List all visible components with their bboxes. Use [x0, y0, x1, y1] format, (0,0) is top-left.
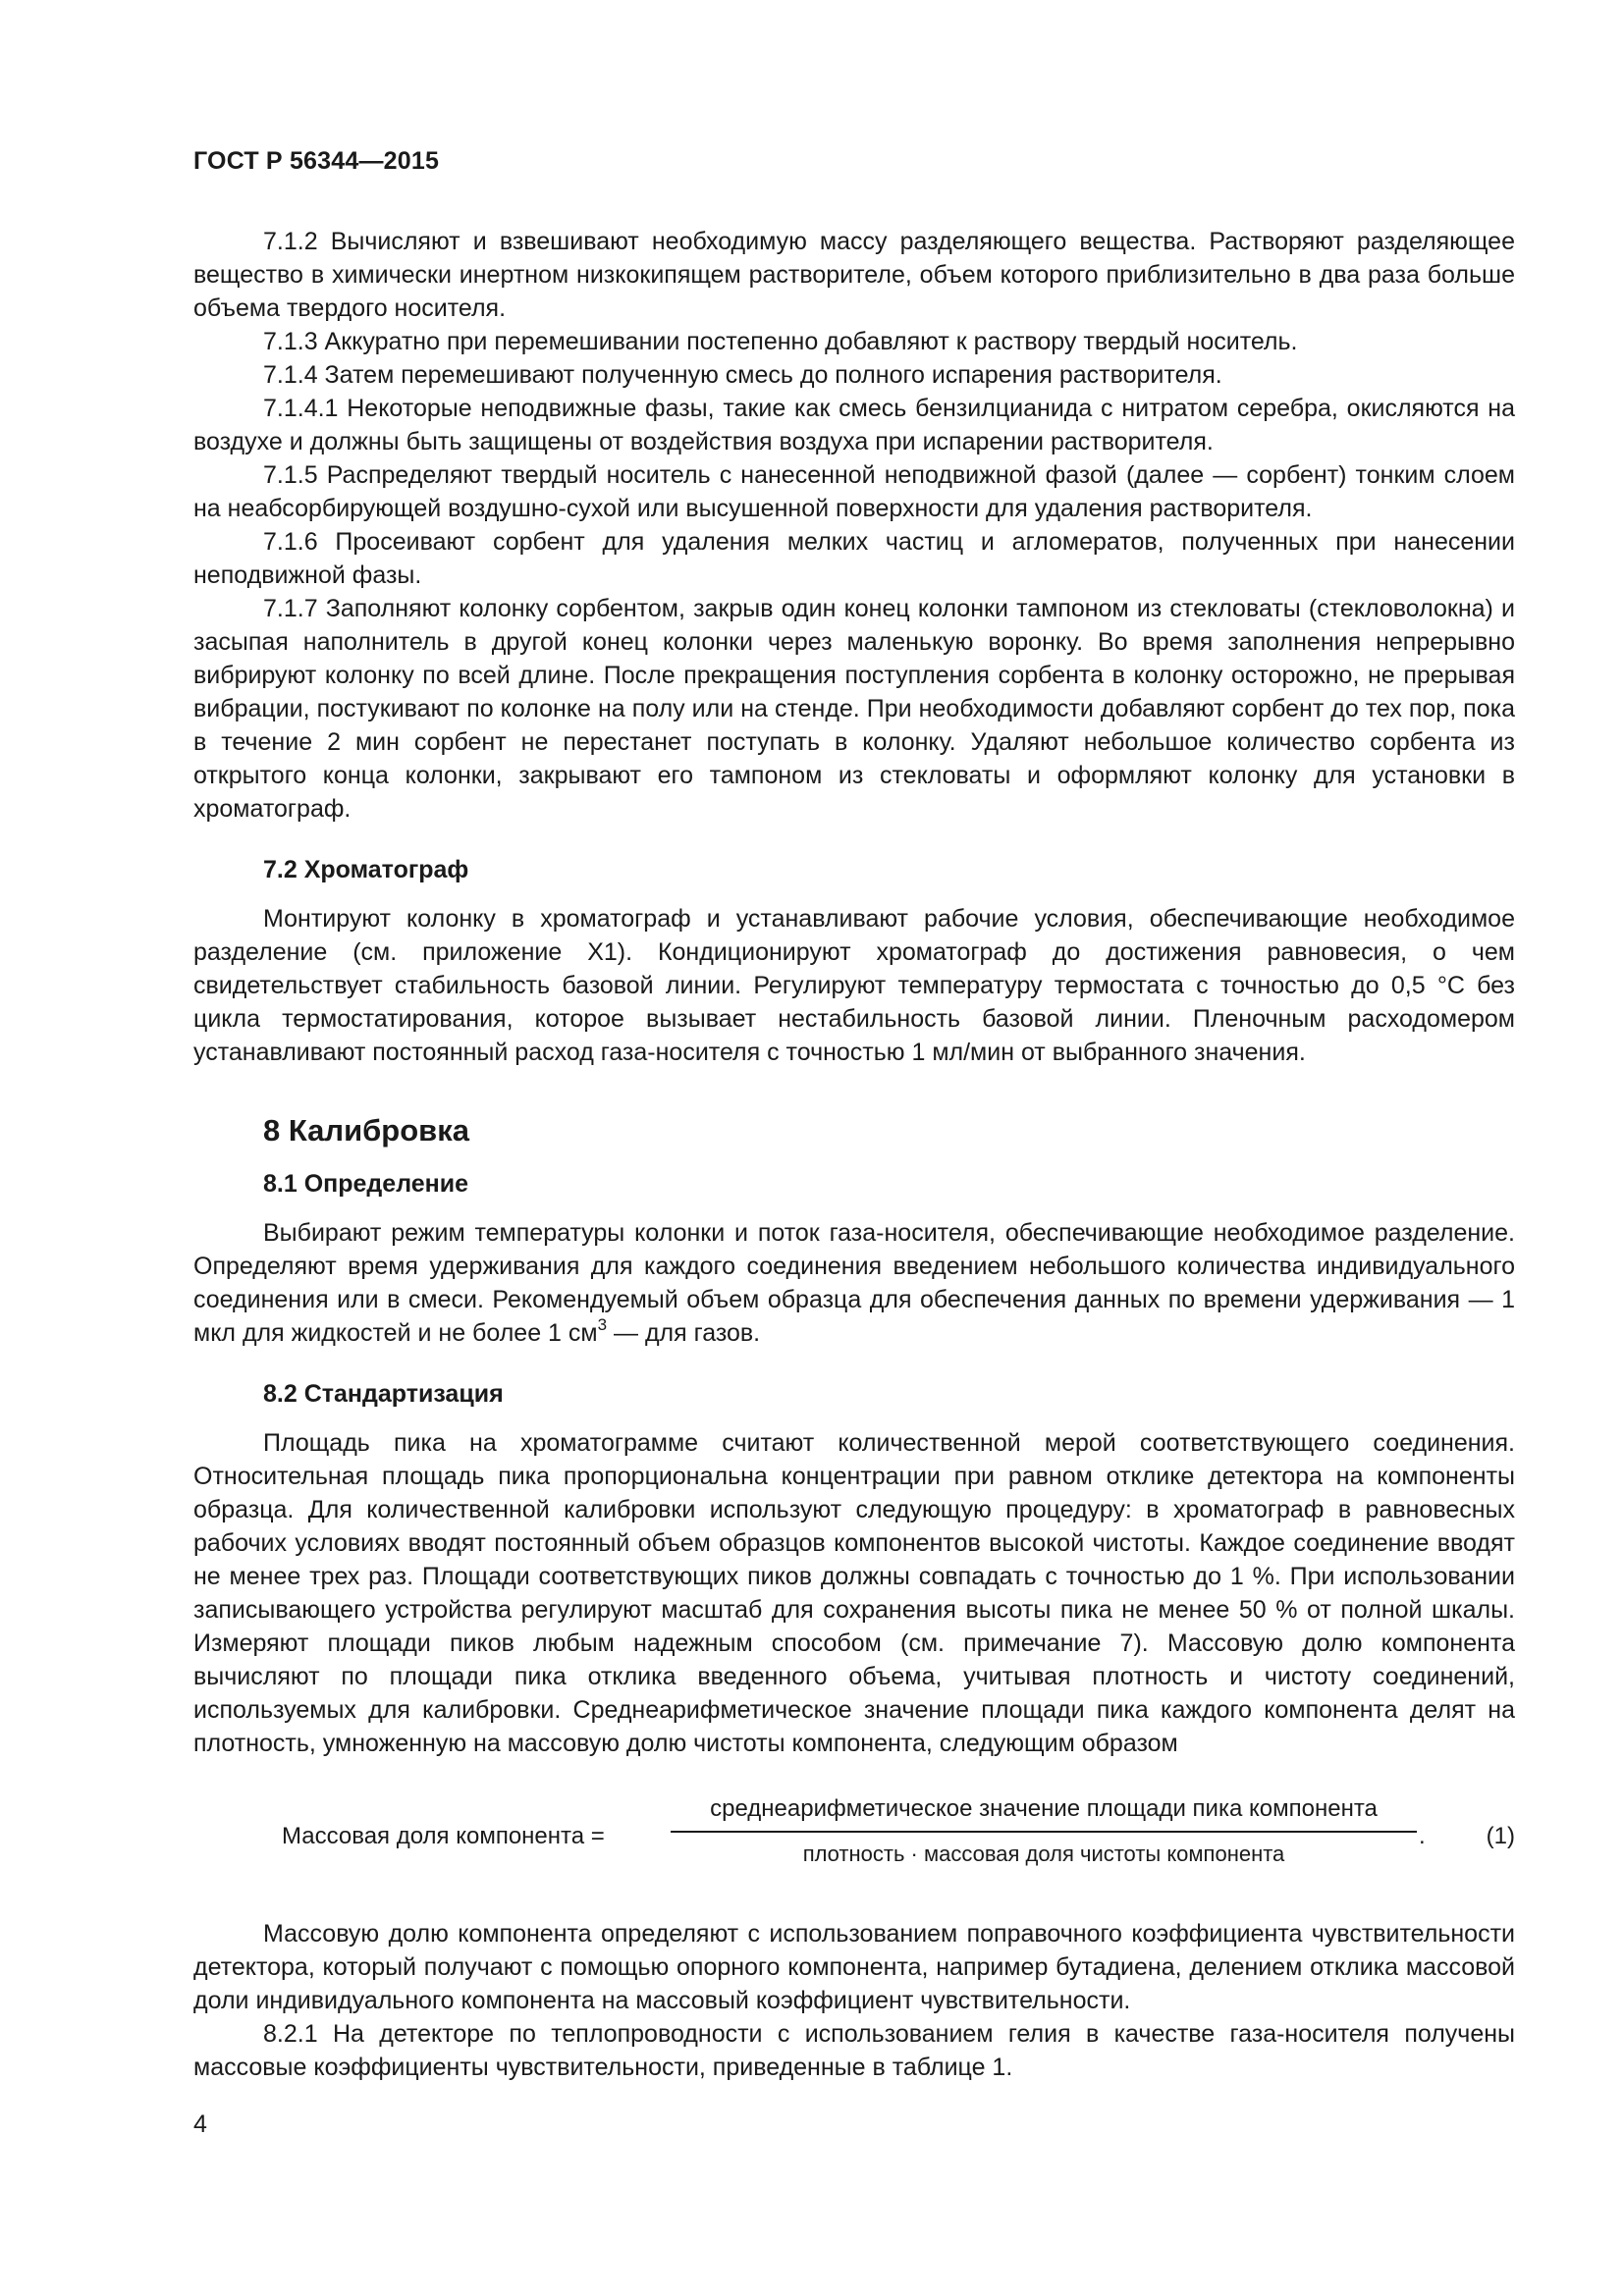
- paragraph-8-2-1: 8.2.1 На детекторе по теплопроводности с использованием гелия в качестве газа-носителя получены массовые коэффициенты чувствительности, приведенные в таблице 1.: [193, 2020, 1515, 2081]
- formula-1: [193, 1793, 1515, 1892]
- paragraph-7-1-7: 7.1.7 Заполняют колонку сорбентом, закрыв один конец колонки тампоном из стекловаты (стекловолокна) и засыпая наполнитель в другой конец колонки через маленькую воронку. Во время заполнения непрерывно вибрируют колонку по всей длине. После прекращения поступления сорбента в колонку осторожно, не прерывая вибрации, постукивают по колонке на полу или на стенде. При необходимости добавляют сорбент до тех пор, пока в течение 2 мин сорбент не перестанет поступать в колонку. Удаляют небольшое количество сорбента из открытого конца колонки, закрывают его тампоном из стекловаты и оформляют колонку для установки в хроматограф.: [193, 595, 1515, 823]
- paragraph-8-1-text: Выбирают режим температуры колонки и поток газа-носителя, обеспечивающие необходимое разделение. Определяют время удерживания для каждого соединения введением небольшого количества индивидуального соединения или в смеси. Рекомендуемый объем образца для обеспечения данных по времени удерживания — 1 мкл для жидкостей и не более 1 см: [193, 1219, 1515, 1347]
- paragraph-7-1-6: 7.1.6 Просеивают сорбент для удаления мелких частиц и агломератов, полученных при нанесении неподвижной фазы.: [193, 528, 1515, 589]
- formula-denominator: плотность · массовая доля чистоты компонента: [802, 1842, 1285, 1866]
- paragraph-7-1-5: 7.1.5 Распределяют твердый носитель с нанесенной неподвижной фазой (далее — сорбент) тонким слоем на неабсорбирующей воздушно-сухой или высушенной поверхности для удаления растворителя.: [193, 461, 1515, 522]
- paragraph-7-1-2: 7.1.2 Вычисляют и взвешивают необходимую массу разделяющего вещества. Растворяют разделяющее вещество в химически инертном низкокипящем растворителе, объем которого приблизительно в два раза больше объема твердого носителя.: [193, 228, 1515, 322]
- heading-8-2: 8.2 Стандартизация: [263, 1380, 504, 1408]
- formula-lhs: Массовая доля компонента =: [282, 1823, 605, 1849]
- heading-7-2: 7.2 Хроматограф: [263, 856, 469, 883]
- paragraph-8-2: Площадь пика на хроматограмме считают количественной мерой соответствующего соединения. Относительная площадь пика пропорциональна концентрации при равном отклике детектора на компоненты образца. Для количественной калибровки используют следующую процедуру: в хроматограф в равновесных рабочих условиях вводят постоянный объем образцов компонентов высокой чистоты. Каждое соединение вводят не менее трех раз. Площади соответствующих пиков должны совпадать с точностью до 1 %. При использовании записывающего устройства регулируют масштаб для сохранения высоты пика не менее 50 % от полной шкалы. Измеряют площади пиков любым надежным способом (см. примечание 7). Массовую долю компонента вычисляют по площади пика отклика введенного объема, учитывая плотность и чистоту соединений, используемых для калибровки. Среднеарифметическое значение площади пика каждого компонента делят на плотность, умноженную на массовую долю чистоты компонента, следующим образом: [193, 1429, 1515, 1757]
- paragraph-7-1-4-1: 7.1.4.1 Некоторые неподвижные фазы, такие как смесь бензилцианида с нитратом серебра, окисляются на воздухе и должны быть защищены от воздействия воздуха при испарении растворителя.: [193, 395, 1515, 455]
- paragraph-7-2: Монтируют колонку в хроматограф и устанавливают рабочие условия, обеспечивающие необходимое разделение (см. приложение Х1). Кондиционируют хроматограф до достижения равновесия, о чем свидетельствует стабильность базовой линии. Регулируют температуру термостата с точностью до 0,5 °С без цикла термостатирования, которое вызывает нестабильность базовой линии. Пленочным расходомером устанавливают постоянный расход газа-носителя с точностью 1 мл/мин от выбранного значения.: [193, 905, 1515, 1066]
- heading-8-1: 8.1 Определение: [263, 1170, 469, 1198]
- superscript-3: 3: [597, 1314, 608, 1334]
- body-text: [193, 225, 1515, 2084]
- paragraph-7-1-4: 7.1.4 Затем перемешивают полученную смесь до полного испарения растворителя.: [263, 361, 1222, 389]
- paragraph-8-1-tail: — для газов.: [607, 1319, 761, 1347]
- paragraph-8-1: [193, 1216, 1515, 1350]
- document-header: ГОСТ Р 56344—2015: [193, 147, 440, 175]
- heading-8: 8 Калибровка: [263, 1113, 469, 1148]
- formula-number: (1): [1486, 1823, 1515, 1849]
- page-number: 4: [193, 2110, 207, 2138]
- paragraph-8-2-after-formula: Массовую долю компонента определяют с использованием поправочного коэффициента чувствительности детектора, который получают с помощью опорного компонента, например бутадиена, делением отклика массовой доли индивидуального компонента на массовый коэффициент чувствительности.: [193, 1920, 1515, 2014]
- paragraph-7-1-3: 7.1.3 Аккуратно при перемешивании постепенно добавляют к раствору твердый носитель.: [263, 328, 1298, 355]
- formula-fraction: [671, 1793, 1417, 1870]
- document-page: [193, 0, 1515, 2296]
- formula-end-punct: .: [1419, 1823, 1426, 1849]
- formula-numerator: среднеарифметическое значение площади пика компонента: [671, 1793, 1417, 1833]
